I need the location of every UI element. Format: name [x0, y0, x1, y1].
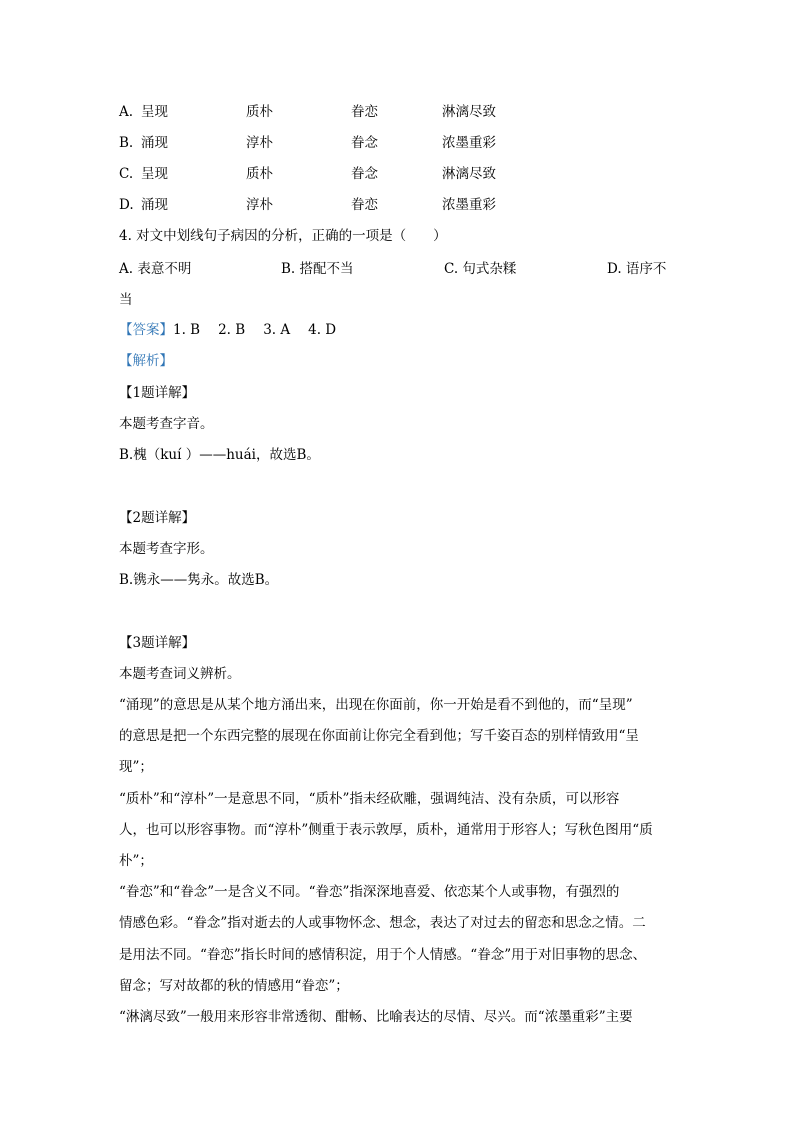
option-word-4: 浓墨重彩 — [442, 135, 496, 151]
section-2-heading: 【2题详解】 — [119, 510, 196, 526]
section-3-line: 情感色彩。“眷念”指对逝去的人或事物怀念、想念，表达了对过去的留恋和思念之情。二 — [119, 915, 646, 931]
section-3-line: “涌现”的意思是从某个地方涌出来，出现在你面前，你一开始是看不到他的，而“呈现” — [119, 697, 633, 713]
section-3-line: “质朴”和“淳朴”一是意思不同，“质朴”指未经砍雕，强调纯洁、没有杂质，可以形容 — [119, 791, 620, 807]
option-word-1: 涌现 — [141, 197, 168, 213]
q4-option-wrap: 当 — [119, 292, 133, 308]
section-3-line: 留念；写对故都的秋的情感用“眷恋”； — [119, 978, 349, 994]
section-3-line: “眷恋”和“眷念”一是含义不同。“眷恋”指深深地喜爱、依恋某个人或事物，有强烈的 — [119, 884, 620, 900]
option-word-3: 眷念 — [351, 135, 378, 151]
section-1-line: 本题考查字音。 — [119, 416, 214, 432]
option-word-2: 淳朴 — [246, 135, 273, 151]
section-2-line: 本题考查字形。 — [119, 541, 214, 557]
answer-label: 【答案】 — [119, 322, 173, 338]
option-word-4: 淋漓尽致 — [442, 166, 496, 182]
option-word-1: 涌现 — [141, 135, 168, 151]
option-word-2: 质朴 — [246, 104, 273, 120]
option-word-1: 呈现 — [141, 104, 168, 120]
q4-option-c: C. 句式杂糅 — [444, 261, 517, 277]
q4-option-a: A. 表意不明 — [119, 261, 192, 277]
section-3-line: 是用法不同。“眷恋”指长时间的感情积淀，用于个人情感。“眷念”用于对旧事物的思念、 — [119, 947, 647, 963]
section-3-line: 的意思是把一个东西完整的展现在你面前让你完全看到他；写千姿百态的别样情致用“呈 — [119, 728, 639, 744]
option-label: B. — [119, 135, 134, 151]
q4-option-d: D. 语序不 — [607, 261, 667, 277]
answer-item: 4. D — [308, 322, 337, 338]
option-word-3: 眷恋 — [351, 197, 378, 213]
section-3-line: 人，也可以形容事物。而“淳朴”侧重于表示敦厚，质朴，通常用于形容人；写秋色图用“质 — [119, 822, 653, 838]
option-label: C. — [119, 166, 134, 182]
section-2-line: B.镌永——隽永。故选B。 — [119, 572, 279, 588]
q4-option-b: B. 搭配不当 — [281, 261, 354, 277]
analysis-label: 【解析】 — [119, 353, 173, 369]
section-3-line: 本题考查词义辨析。 — [119, 666, 241, 682]
section-3-line: 现”； — [119, 759, 153, 775]
option-word-3: 眷念 — [351, 166, 378, 182]
section-3-line: 朴”； — [119, 853, 153, 869]
option-word-2: 淳朴 — [246, 197, 273, 213]
answer-line — [119, 321, 336, 339]
answer-item: 1. B — [173, 322, 201, 338]
option-word-4: 淋漓尽致 — [442, 104, 496, 120]
option-word-4: 浓墨重彩 — [442, 197, 496, 213]
answer-item: 3. A — [263, 322, 291, 338]
section-3-line: “淋漓尽致”一般用来形容非常透彻、酣畅、比喻表达的尽情、尽兴。而“浓墨重彩”主要 — [119, 1009, 633, 1025]
section-3-heading: 【3题详解】 — [119, 635, 196, 651]
option-word-2: 质朴 — [246, 166, 273, 182]
option-label: A. — [119, 104, 134, 120]
section-1-line: B.槐（kuí ）——huái，故选B。 — [119, 447, 320, 463]
q4-stem: 4. 对文中划线句子病因的分析，正确的一项是（ ） — [119, 228, 447, 244]
option-word-1: 呈现 — [141, 166, 168, 182]
answer-item: 2. B — [218, 322, 246, 338]
section-1-heading: 【1题详解】 — [119, 385, 196, 401]
option-label: D. — [119, 197, 134, 213]
option-word-3: 眷恋 — [351, 104, 378, 120]
